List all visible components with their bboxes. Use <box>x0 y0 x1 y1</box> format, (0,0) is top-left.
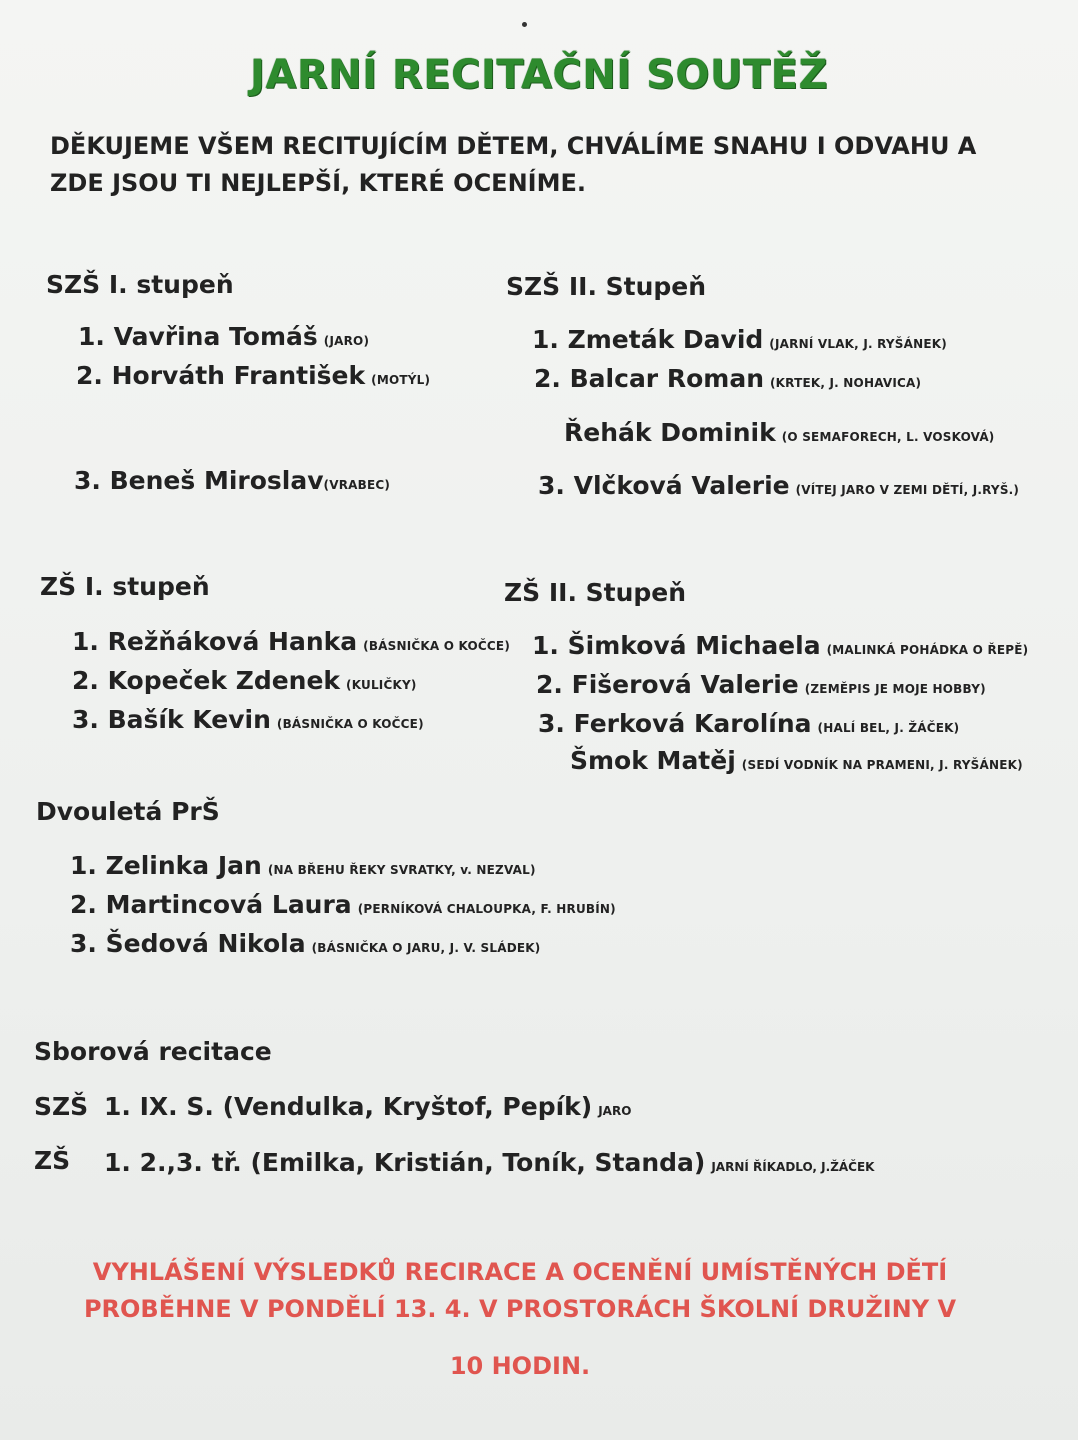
entry-number: 1. <box>70 851 97 880</box>
choir-school: SZŠ <box>34 1092 89 1121</box>
entry-work: (MALINKÁ POHÁDKA O ŘEPĚ) <box>826 643 1029 657</box>
intro-line-1: DĚKUJEME VŠEM RECITUJÍCÍM DĚTEM, CHVÁLÍME SNAHU I ODVAHU A <box>50 132 977 160</box>
entry-work: (BÁSNIČKA O KOČCE) <box>276 717 424 731</box>
entry-work: (SEDÍ VODNÍK NA PRAMENI, J. RYŠÁNEK) <box>741 758 1023 772</box>
zs1-entry-2 <box>72 666 417 695</box>
entry-name: Režňáková Hanka <box>107 627 358 656</box>
entry-work: (HALÍ BEL, J. ŽÁČEK) <box>817 721 960 735</box>
szs2-entry-2b <box>564 418 995 447</box>
prs-entry-1 <box>70 851 536 880</box>
entry-number: 2. <box>72 666 99 695</box>
choir-entry: 1. IX. S. (Vendulka, Kryštof, Pepík) <box>104 1092 593 1121</box>
szs1-heading: SZŠ I. stupeň <box>46 270 234 299</box>
prs-entry-2 <box>70 890 616 919</box>
entry-number: 1. <box>72 627 99 656</box>
zs2-entry-3 <box>538 709 959 738</box>
entry-number: 3. <box>70 929 97 958</box>
entry-work: (PERNÍKOVÁ CHALOUPKA, F. HRUBÍN) <box>357 902 616 916</box>
szs2-heading: SZŠ II. Stupeň <box>506 272 707 301</box>
entry-name: Balcar Roman <box>569 364 764 393</box>
entry-number: 3. <box>72 705 99 734</box>
choir-heading: Sborová recitace <box>34 1037 272 1066</box>
entry-name: Ferková Karolína <box>573 709 812 738</box>
choir-work: JARO <box>598 1104 632 1118</box>
choir-row-2 <box>34 1146 70 1175</box>
entry-work: (VÍTEJ JARO V ZEMI DĚTÍ, J.RYŠ.) <box>795 483 1020 497</box>
choir-school: ZŠ <box>34 1146 71 1175</box>
entry-number: 2. <box>70 890 97 919</box>
announcement-line-2: PROBĚHNE V PONDĚLÍ 13. 4. V PROSTORÁCH ŠKOLNÍ DRUŽINY V <box>83 1295 957 1323</box>
szs2-entry-3 <box>538 471 1019 500</box>
entry-number: 2. <box>534 364 561 393</box>
entry-number: 1. <box>78 322 105 351</box>
entry-work: (O SEMAFORECH, L. VOSKOVÁ) <box>781 430 995 444</box>
entry-work: (VRABEC) <box>323 478 391 492</box>
entry-name: Řehák Dominik <box>564 418 776 447</box>
entry-name: Vlčková Valerie <box>573 471 790 500</box>
entry-work: (MOTÝL) <box>371 373 431 387</box>
announcement-line-3: 10 HODIN. <box>449 1352 591 1380</box>
entry-work: (KULIČKY) <box>346 678 417 692</box>
szs1-entry-2 <box>76 361 430 390</box>
prs-entry-3 <box>70 929 540 958</box>
choir-row-2-text <box>104 1148 874 1177</box>
entry-name: Fišerová Valerie <box>571 670 799 699</box>
entry-name: Šmok Matěj <box>570 746 736 775</box>
entry-work: (KRTEK, J. NOHAVICA) <box>770 376 922 390</box>
zs1-entry-3 <box>72 705 424 734</box>
entry-name: Vavřina Tomáš <box>113 322 318 351</box>
zs1-heading: ZŠ I. stupeň <box>40 572 210 601</box>
zs2-heading: ZŠ II. Stupeň <box>504 578 687 607</box>
intro-line-2: ZDE JSOU TI NEJLEPŠÍ, KTERÉ OCENÍME. <box>50 169 586 197</box>
entry-name: Horváth František <box>111 361 366 390</box>
entry-work: (JARNÍ VLAK, J. RYŠÁNEK) <box>769 337 947 351</box>
entry-name: Martincová Laura <box>105 890 352 919</box>
entry-work: (NA BŘEHU ŘEKY SVRATKY, v. NEZVAL) <box>267 863 536 877</box>
entry-number: 2. <box>536 670 563 699</box>
szs1-entry-1 <box>78 322 369 351</box>
choir-row-1-text <box>104 1092 631 1121</box>
entry-number: 2. <box>76 361 103 390</box>
zs2-entry-1 <box>532 631 1028 660</box>
entry-name: Bašík Kevin <box>107 705 271 734</box>
entry-work: (BÁSNIČKA O JARU, J. V. SLÁDEK) <box>311 941 541 955</box>
zs2-entry-2 <box>536 670 986 699</box>
entry-number: 3. <box>74 466 101 495</box>
zs1-entry-1 <box>72 627 510 656</box>
intro-text <box>50 128 1010 202</box>
szs2-entry-1 <box>532 325 947 354</box>
entry-number: 3. <box>538 471 565 500</box>
page-title: JARNÍ RECITAČNÍ SOUTĚŽ <box>250 52 828 98</box>
entry-work: (ZEMĚPIS JE MOJE HOBBY) <box>804 682 986 696</box>
announcement-line-1: VYHLÁŠENÍ VÝSLEDKŮ RECIRACE A OCENĚNÍ UMÍSTĚNÝCH DĚTÍ <box>92 1258 948 1286</box>
entry-number: 1. <box>532 631 559 660</box>
pin-dot <box>522 22 527 27</box>
entry-name: Kopeček Zdenek <box>107 666 341 695</box>
szs2-entry-2 <box>534 364 921 393</box>
szs1-entry-3 <box>74 466 390 495</box>
entry-number: 1. <box>532 325 559 354</box>
choir-work: JARNÍ ŘÍKADLO, J.ŽÁČEK <box>711 1160 875 1174</box>
choir-entry: 1. 2.,3. tř. (Emilka, Kristián, Toník, Standa) <box>104 1148 706 1177</box>
prs-heading: Dvouletá PrŠ <box>36 797 220 826</box>
entry-name: Šimková Michaela <box>567 631 821 660</box>
entry-work: (BÁSNIČKA O KOČCE) <box>363 639 511 653</box>
entry-name: Zelinka Jan <box>105 851 262 880</box>
entry-name: Šedová Nikola <box>105 929 306 958</box>
zs2-entry-3b <box>570 746 1023 775</box>
entry-name: Beneš Miroslav <box>109 466 324 495</box>
entry-number: 3. <box>538 709 565 738</box>
choir-row-1 <box>34 1092 88 1121</box>
entry-work: (JARO) <box>323 334 370 348</box>
entry-name: Zmeták David <box>567 325 764 354</box>
